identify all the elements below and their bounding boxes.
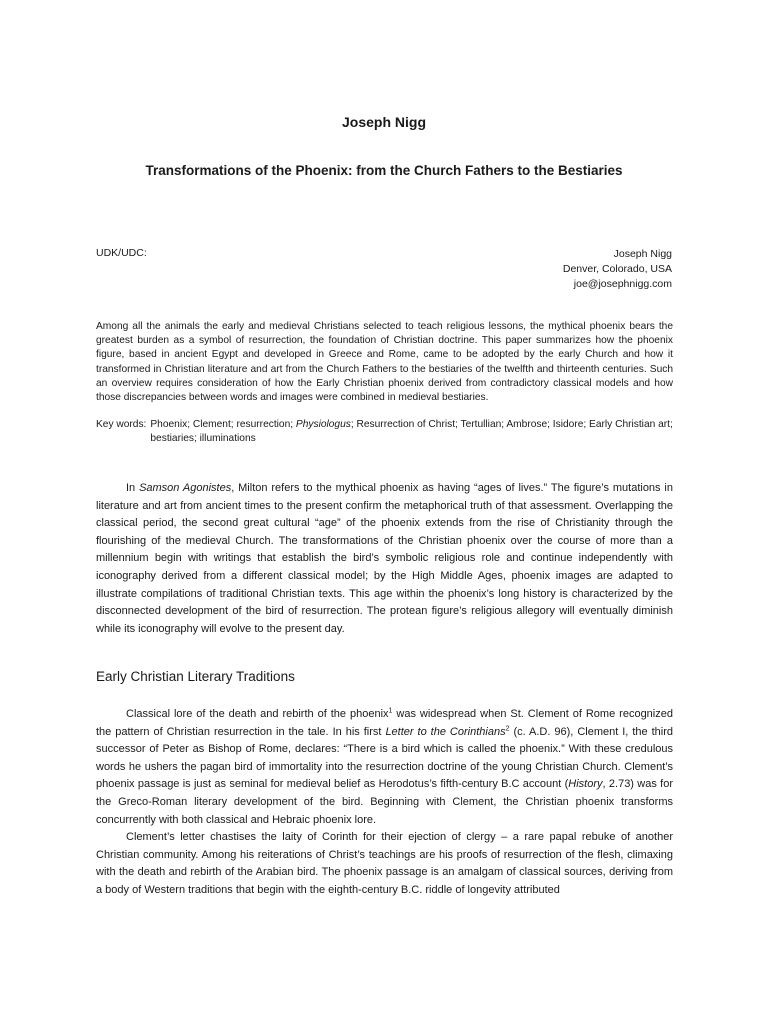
keywords-list xyxy=(150,418,673,446)
para1-italic-letter: Letter to the Corinthians xyxy=(385,725,506,738)
intro-italic-title: Samson Agonistes xyxy=(139,482,232,494)
footnote-ref-1: 1 xyxy=(388,707,393,715)
para1-italic-history: History xyxy=(568,778,603,791)
footnote-ref-2: 2 xyxy=(505,724,510,732)
section-heading: Early Christian Literary Traditions xyxy=(96,669,295,684)
affiliation-name: Joseph Nigg xyxy=(613,248,672,260)
author-affiliation xyxy=(563,247,672,292)
paper-title: Transformations of the Phoenix: from the Church Fathers to the Bestiaries xyxy=(145,163,623,178)
keywords-part-1: Phoenix; Clement; resurrection; xyxy=(150,419,296,430)
affiliation-email: joe@josephnigg.com xyxy=(573,278,672,290)
body-paragraph-2: Clement’s letter chastises the laity of Corinth for their ejection of clergy – a rare papal rebuke of another Christian community. Among his reiterations of Christ’s teachings are his proofs of resurrection of the flesh, climaxing with the death and rebirth of the Arabian bird. The phoenix passage is an amalgam of classical sources, deriving from a body of Western traditions that begin with the eighth-century B.C. riddle of longevity attributed xyxy=(96,831,673,896)
affiliation-location: Denver, Colorado, USA xyxy=(562,263,672,275)
para1-text-b: was widespread when St. Clement of Rome recognized the pattern of Christian resurrection in the tale. In his first xyxy=(96,708,673,738)
keywords-label: Key words: xyxy=(96,419,147,430)
keywords-italic: Physiologus xyxy=(295,419,351,430)
para1-text-a: Classical lore of the death and rebirth of the phoenix xyxy=(126,708,389,720)
body-paragraph-1 xyxy=(96,706,673,829)
keywords xyxy=(96,418,673,446)
keywords-part-2: ; Resurrection of Christ; Tertullian; Ambrose; Isidore; Early Christian art; bestiaries; illuminations xyxy=(150,419,673,445)
para1-text-d: , 2.73) was for the Greco-Roman literary development of the bird. Beginning with Clement, the Christian phoenix transforms concurrently with both classical and Hebraic phoenix lore. xyxy=(96,778,673,826)
para1-text-c: (c. A.D. 96), Clement I, the third successor of Peter as Bishop of Rome, declares: “There is a bird which is called the phoenix.” With these credulous words he ushers the pagan bird of immortality into the resurrection doctrine of the young Christian Church. Clement’s phoenix passage is just as seminal for medieval belief as Herodotus’s fifth-century B.C account ( xyxy=(96,725,673,791)
author-heading: Joseph Nigg xyxy=(341,114,426,130)
section-body xyxy=(96,706,673,900)
abstract: Among all the animals the early and medieval Christians selected to teach religious lessons, the mythical phoenix bears the greatest burden as a symbol of resurrection, the foundation of Christian doctrine. This paper summarizes how the phoenix figure, based in ancient Egypt and developed in Greece and Rome, came to be adopted by the early Church and how it transformed in Christian literature and art from the Church Fathers to the bestiaries of the twelfth and thirteenth centuries. Such an overview requires consideration of how the Early Christian phoenix derived from contradictory classical models and how those discrepancies between words and images were combined in medieval bestiaries. xyxy=(96,321,673,404)
intro-paragraph xyxy=(96,480,673,638)
intro-text-2: , Milton refers to the mythical phoenix as having “ages of lives.” The figure’s mutations in literature and art from ancient times to the present confirm the metaphorical truth of that assessment. Overlapping the classical period, the second great cultural “age” of the phoenix extends from the rise of Christianity through the flourishing of the medieval Church. The transformations of the Christian phoenix over the course of more than a millennium begin with writings that establish the bird’s symbolic religious role and continue independently with iconography derived from a different classical model; by the High Middle Ages, phoenix images are adapted to illustrate compilations of traditional Christian texts. This age within the phoenix’s long history is characterized by the disconnected development of the bird of resurrection. The protean figure’s religious allegory will eventually diminish while its iconography will evolve to the present day. xyxy=(96,482,673,635)
intro-text-1: In xyxy=(126,482,140,494)
udk-label: UDK/UDC: xyxy=(96,247,147,259)
